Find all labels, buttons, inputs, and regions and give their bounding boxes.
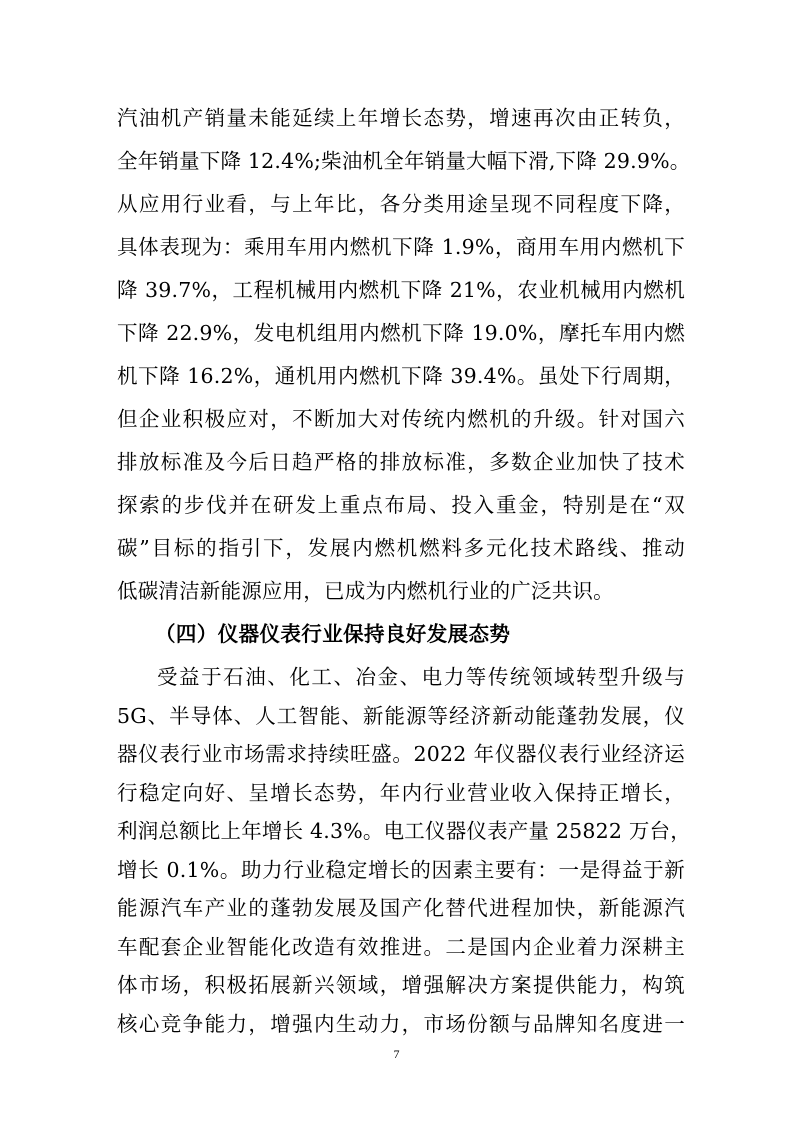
paragraph-line: 车配套企业智能化改造有效推进。二是国内企业着力深耕主 (117, 934, 685, 959)
paragraph-line: 降 39.7%，工程机械用内燃机下降 21%，农业机械用内燃机 (117, 278, 685, 302)
paragraph-line: 利润总额比上年增长 4.3%。电工仪器仪表产量 25822 万台， (117, 819, 691, 843)
paragraph-line: 排放标准及今后日趋严格的排放标准，多数企业加快了技术 (117, 450, 685, 474)
paragraph-line: 全年销量下降 12.4%;柴油机全年销量大幅下滑,下降 29.9%。 (117, 149, 691, 173)
paragraph-line: 探索的步伐并在研发上重点布局、投入重金，特别是在“双 (117, 493, 685, 517)
paragraph-line: 体市场，积极拓展新兴领域，增强解决方案提供能力，构筑 (117, 973, 685, 997)
paragraph-line: 受益于石油、化工、冶金、电力等传统领域转型升级与 (157, 665, 685, 689)
paragraph-line: 汽油机产销量未能延续上年增长态势，增速再次由正转负， (117, 106, 685, 130)
paragraph-line: 核心竞争能力，增强内生动力，市场份额与品牌知名度进一 (117, 1011, 685, 1036)
section-heading: （四）仪器仪表行业保持良好发展态势 (155, 622, 511, 646)
page-number: 7 (393, 1047, 400, 1061)
paragraph-line: 但企业积极应对，不断加大对传统内燃机的升级。针对国六 (117, 407, 685, 431)
paragraph-line: 从应用行业看，与上年比，各分类用途呈现不同程度下降， (117, 192, 685, 216)
paragraph-line: 低碳清洁新能源应用，已成为内燃机行业的广泛共识。 (117, 579, 614, 603)
paragraph-line: 碳”目标的指引下，发展内燃机燃料多元化技术路线、推动 (117, 536, 685, 560)
paragraph-line: 机下降 16.2%，通机用内燃机下降 39.4%。虽处下行周期， (117, 364, 685, 388)
paragraph-line: 下降 22.9%，发电机组用内燃机下降 19.0%，摩托车用内燃 (117, 321, 685, 345)
paragraph-line: 具体表现为：乘用车用内燃机下降 1.9%，商用车用内燃机下 (117, 235, 685, 259)
paragraph-line: 行稳定向好、呈增长态势，年内行业营业收入保持正增长， (117, 780, 685, 805)
paragraph-line: 器仪表行业市场需求持续旺盛。2022 年仪器仪表行业经济运 (117, 742, 685, 766)
paragraph-line: 能源汽车产业的蓬勃发展及国产化替代进程加快，新能源汽 (117, 896, 685, 920)
paragraph-line: 增长 0.1%。助力行业稳定增长的因素主要有：一是得益于新 (117, 857, 685, 882)
paragraph-line: 5G、半导体、人工智能、新能源等经济新动能蓬勃发展，仪 (117, 703, 685, 728)
